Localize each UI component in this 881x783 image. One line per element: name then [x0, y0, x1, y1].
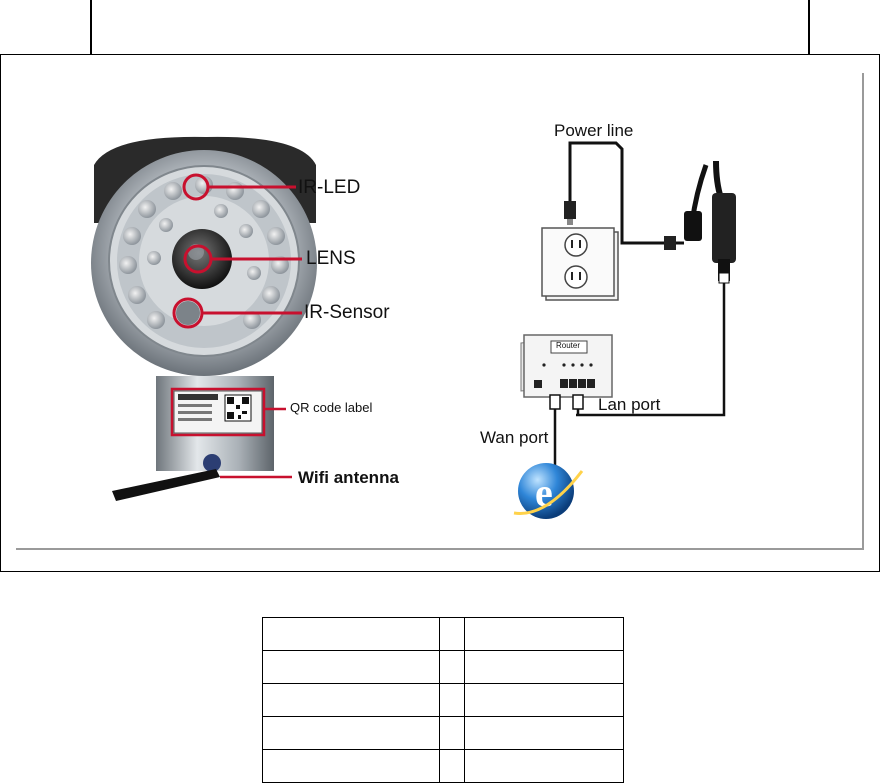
table-cell: [465, 618, 624, 651]
table-cell: [465, 750, 624, 783]
qr-code: [225, 395, 251, 421]
table-row: [263, 684, 624, 717]
svg-text:e: e: [535, 470, 553, 515]
table-cell: [440, 717, 465, 750]
table-cell: [465, 651, 624, 684]
table-cell: [440, 684, 465, 717]
title-box: [90, 0, 810, 56]
connection-diagram: [16, 73, 864, 550]
label-wan-port: Wan port: [480, 428, 549, 447]
label-lan-port: Lan port: [598, 395, 661, 414]
label-router: Router: [556, 341, 581, 350]
table-cell: [465, 717, 624, 750]
camera-front: [91, 137, 317, 376]
table-row: [263, 618, 624, 651]
table-cell: [263, 684, 440, 717]
spec-table: [262, 617, 624, 778]
camera-side: [112, 376, 274, 501]
antenna-base: [203, 454, 221, 472]
table-row: [263, 651, 624, 684]
table-cell: [440, 651, 465, 684]
table-cell: [440, 750, 465, 783]
wan-port: [534, 380, 542, 388]
ir-sensor: [176, 301, 200, 325]
table-cell: [465, 684, 624, 717]
label-wifi-antenna: Wifi antenna: [298, 468, 399, 487]
table-cell: [263, 651, 440, 684]
label-qr-code: QR code label: [290, 400, 373, 415]
table-cell: [263, 750, 440, 783]
table-row: [263, 750, 624, 783]
antenna: [112, 469, 220, 501]
table-cell: [263, 618, 440, 651]
internet-globe-icon: [514, 463, 582, 519]
table-cell: [263, 717, 440, 750]
label-ir-led: IR-LED: [298, 177, 361, 198]
table-row: [263, 717, 624, 750]
table-cell: [440, 618, 465, 651]
label-ir-sensor: IR-Sensor: [304, 302, 390, 323]
label-power-line: Power line: [554, 121, 634, 140]
diagram-drawing: [16, 73, 864, 550]
label-lens: LENS: [306, 248, 356, 269]
